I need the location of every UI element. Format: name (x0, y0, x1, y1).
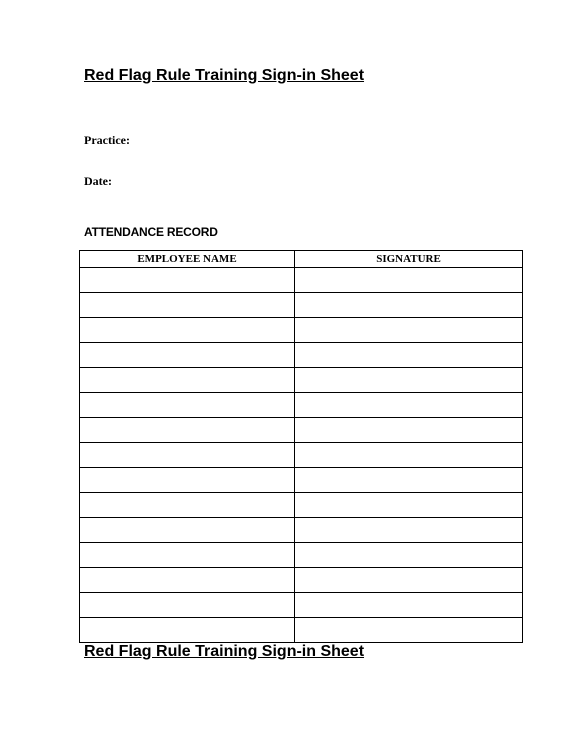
signature-cell[interactable] (295, 318, 523, 343)
signature-cell[interactable] (295, 568, 523, 593)
table-row (80, 468, 523, 493)
table-row (80, 368, 523, 393)
employee-name-cell[interactable] (80, 543, 295, 568)
employee-name-cell[interactable] (80, 368, 295, 393)
employee-name-cell[interactable] (80, 418, 295, 443)
signature-cell[interactable] (295, 593, 523, 618)
employee-name-cell[interactable] (80, 593, 295, 618)
employee-name-cell[interactable] (80, 618, 295, 643)
signature-cell[interactable] (295, 418, 523, 443)
signature-cell[interactable] (295, 543, 523, 568)
signature-cell[interactable] (295, 393, 523, 418)
table-row (80, 618, 523, 643)
employee-name-cell[interactable] (80, 318, 295, 343)
practice-label: Practice: (84, 133, 130, 147)
signature-cell[interactable] (295, 343, 523, 368)
table-row (80, 493, 523, 518)
employee-name-cell[interactable] (80, 293, 295, 318)
table-row (80, 518, 523, 543)
employee-name-cell[interactable] (80, 393, 295, 418)
attendance-record-heading: ATTENDANCE RECORD (84, 225, 218, 239)
employee-name-cell[interactable] (80, 518, 295, 543)
employee-name-cell[interactable] (80, 343, 295, 368)
signature-cell[interactable] (295, 468, 523, 493)
attendance-table (79, 250, 523, 643)
column-header-employee-name: EMPLOYEE NAME (80, 251, 295, 268)
signature-cell[interactable] (295, 368, 523, 393)
table-row (80, 293, 523, 318)
signature-cell[interactable] (295, 268, 523, 293)
date-label: Date: (84, 174, 112, 188)
table-row (80, 343, 523, 368)
table-row (80, 443, 523, 468)
employee-name-cell[interactable] (80, 468, 295, 493)
table-row (80, 543, 523, 568)
table-row (80, 593, 523, 618)
document-title: Red Flag Rule Training Sign-in Sheet (84, 67, 365, 84)
employee-name-cell[interactable] (80, 568, 295, 593)
signature-cell[interactable] (295, 493, 523, 518)
signature-cell[interactable] (295, 443, 523, 468)
employee-name-cell[interactable] (80, 268, 295, 293)
signature-cell[interactable] (295, 618, 523, 643)
table-row (80, 318, 523, 343)
table-row (80, 393, 523, 418)
column-header-signature: SIGNATURE (295, 251, 523, 268)
employee-name-cell[interactable] (80, 443, 295, 468)
signature-cell[interactable] (295, 293, 523, 318)
table-row (80, 268, 523, 293)
table-row (80, 418, 523, 443)
footer-title: Red Flag Rule Training Sign-in Sheet (84, 643, 365, 660)
signature-cell[interactable] (295, 518, 523, 543)
table-header-row (80, 251, 523, 268)
employee-name-cell[interactable] (80, 493, 295, 518)
table-row (80, 568, 523, 593)
